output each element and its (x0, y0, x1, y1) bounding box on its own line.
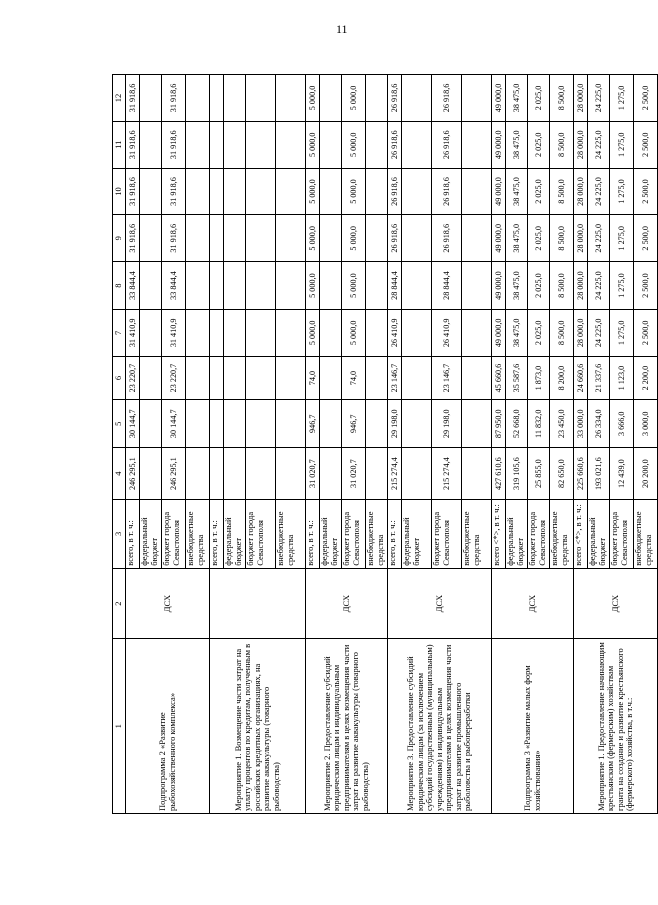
table-row (306, 75, 320, 814)
amount-cell (402, 121, 432, 168)
funding-source-cell: всего, в т. ч.: (210, 500, 224, 569)
amount-cell: 49 000,0 (492, 168, 506, 215)
amount-cell: 49 000,0 (492, 309, 506, 356)
amount-cell: 427 610,6 (492, 448, 506, 500)
amount-cell (462, 215, 492, 262)
amount-cell (366, 262, 388, 310)
amount-cell (140, 356, 162, 400)
funding-source-cell: федеральный бюджет (588, 500, 610, 569)
amount-cell (402, 400, 432, 448)
amount-cell: 2 025,0 (528, 309, 550, 356)
amount-cell: 82 650,0 (550, 448, 574, 500)
amount-cell: 3 666,0 (610, 400, 634, 448)
amount-cell: 3 000,0 (634, 400, 658, 448)
amount-cell (462, 356, 492, 400)
table-row (210, 75, 224, 814)
amount-cell: 49 000,0 (492, 121, 506, 168)
amount-cell: 28 844,4 (432, 262, 462, 310)
amount-cell (462, 121, 492, 168)
amount-cell: 24 225,0 (588, 309, 610, 356)
amount-cell (320, 215, 342, 262)
amount-cell (402, 75, 432, 122)
amount-cell: 23 450,0 (550, 400, 574, 448)
amount-cell (186, 168, 210, 215)
amount-cell: 24 225,0 (588, 262, 610, 310)
amount-cell: 28 000,0 (574, 168, 588, 215)
funding-source-cell: внебюджетные средства (634, 500, 658, 569)
page-number: 11 (336, 22, 348, 36)
amount-cell (276, 309, 306, 356)
amount-cell: 26 918,6 (432, 168, 462, 215)
budget-table (112, 74, 658, 814)
amount-cell: 5 000,0 (306, 309, 320, 356)
executor-cell: ДСХ (574, 568, 658, 639)
amount-cell: 5 000,0 (306, 168, 320, 215)
amount-cell: 30 144,7 (126, 400, 140, 448)
amount-cell: 26 918,6 (432, 121, 462, 168)
amount-cell: 38 475,0 (506, 121, 528, 168)
funding-source-cell: федеральный бюджет (402, 500, 432, 569)
amount-cell (210, 400, 224, 448)
amount-cell: 5 000,0 (306, 215, 320, 262)
amount-cell: 2 025,0 (528, 75, 550, 122)
amount-cell: 8 500,0 (550, 121, 574, 168)
amount-cell (402, 215, 432, 262)
amount-cell (140, 168, 162, 215)
amount-cell (224, 356, 246, 400)
funding-source-cell: внебюджетные средства (462, 500, 492, 569)
amount-cell: 28 000,0 (574, 121, 588, 168)
amount-cell (276, 448, 306, 500)
amount-cell: 23 146,7 (388, 356, 402, 400)
amount-cell: 1 123,0 (610, 356, 634, 400)
program-name-cell: Мероприятие 1. Предоставление начинающим крестьянским (фермерским) хозяйствам гранта на создание и развитие крестьянского (фермерского) хозяйства, в т.ч.: (574, 639, 658, 814)
executor-cell: ДСХ (306, 568, 388, 639)
amount-cell (140, 262, 162, 310)
amount-cell (246, 262, 276, 310)
amount-cell: 38 475,0 (506, 262, 528, 310)
amount-cell (320, 75, 342, 122)
header-cell: 5 (113, 400, 126, 448)
amount-cell: 2 500,0 (634, 309, 658, 356)
amount-cell: 5 000,0 (306, 262, 320, 310)
amount-cell (320, 309, 342, 356)
amount-cell (402, 448, 432, 500)
amount-cell: 946,7 (342, 400, 366, 448)
amount-cell (140, 309, 162, 356)
amount-cell: 38 475,0 (506, 75, 528, 122)
amount-cell: 31 410,9 (162, 309, 186, 356)
amount-cell: 38 475,0 (506, 309, 528, 356)
amount-cell (246, 121, 276, 168)
header-cell: 3 (113, 500, 126, 569)
amount-cell: 24 225,0 (588, 121, 610, 168)
funding-source-cell: всего, в т. ч.: (306, 500, 320, 569)
amount-cell (224, 121, 246, 168)
amount-cell: 215 274,4 (432, 448, 462, 500)
amount-cell: 28 000,0 (574, 309, 588, 356)
amount-cell (276, 75, 306, 122)
amount-cell (276, 168, 306, 215)
amount-cell: 21 337,6 (588, 356, 610, 400)
amount-cell: 31 918,6 (162, 168, 186, 215)
amount-cell: 26 334,0 (588, 400, 610, 448)
amount-cell (210, 121, 224, 168)
program-name-cell: Мероприятие 3. Предоставление субсидий юридическим лицам (за исключением субсидий государственным (муниципальным) учреждениям) и индивидуальным предпринимателям в целях возмещения части затрат на развитие промышленного рыболовства и рыбопереработки (388, 639, 492, 814)
header-row (113, 75, 126, 814)
amount-cell (402, 168, 432, 215)
amount-cell: 23 220,7 (162, 356, 186, 400)
amount-cell (210, 448, 224, 500)
amount-cell: 246 295,1 (162, 448, 186, 500)
amount-cell: 5 000,0 (342, 75, 366, 122)
amount-cell: 26 918,6 (432, 215, 462, 262)
header-cell: 10 (113, 168, 126, 215)
header-cell: 9 (113, 215, 126, 262)
amount-cell (186, 448, 210, 500)
amount-cell: 8 500,0 (550, 262, 574, 310)
amount-cell: 49 000,0 (492, 215, 506, 262)
header-cell: 7 (113, 309, 126, 356)
amount-cell: 33 844,4 (162, 262, 186, 310)
amount-cell: 23 220,7 (126, 356, 140, 400)
funding-source-cell: федеральный бюджет (140, 500, 162, 569)
amount-cell: 31 020,7 (306, 448, 320, 500)
amount-cell: 28 000,0 (574, 262, 588, 310)
amount-cell (224, 215, 246, 262)
amount-cell (186, 309, 210, 356)
amount-cell (210, 262, 224, 310)
amount-cell: 31 918,6 (126, 168, 140, 215)
amount-cell: 12 439,0 (610, 448, 634, 500)
header-cell: 1 (113, 639, 126, 814)
funding-source-cell: бюджет города Севастополя (246, 500, 276, 569)
amount-cell: 26 918,6 (388, 121, 402, 168)
amount-cell: 1 275,0 (610, 75, 634, 122)
amount-cell: 31 020,7 (342, 448, 366, 500)
amount-cell: 23 146,7 (432, 356, 462, 400)
amount-cell (366, 400, 388, 448)
amount-cell: 8 500,0 (550, 75, 574, 122)
amount-cell (462, 448, 492, 500)
funding-source-cell: федеральный бюджет (506, 500, 528, 569)
amount-cell: 225 660,6 (574, 448, 588, 500)
amount-cell (224, 262, 246, 310)
amount-cell (462, 400, 492, 448)
amount-cell (276, 262, 306, 310)
amount-cell: 74,0 (342, 356, 366, 400)
header-cell: 2 (113, 568, 126, 639)
header-cell: 8 (113, 262, 126, 310)
amount-cell: 2 025,0 (528, 215, 550, 262)
amount-cell: 25 855,0 (528, 448, 550, 500)
amount-cell (246, 168, 276, 215)
header-cell: 6 (113, 356, 126, 400)
header-cell: 11 (113, 121, 126, 168)
funding-source-cell: внебюджетные средства (366, 500, 388, 569)
table-row (388, 75, 402, 814)
amount-cell: 193 021,6 (588, 448, 610, 500)
amount-cell: 2 500,0 (634, 75, 658, 122)
amount-cell (246, 75, 276, 122)
amount-cell: 31 918,6 (162, 215, 186, 262)
amount-cell (462, 75, 492, 122)
amount-cell: 45 660,6 (492, 356, 506, 400)
amount-cell (186, 215, 210, 262)
amount-cell: 52 668,0 (506, 400, 528, 448)
amount-cell: 26 918,6 (432, 75, 462, 122)
amount-cell: 8 500,0 (550, 309, 574, 356)
amount-cell: 31 918,6 (162, 75, 186, 122)
program-name-cell: Мероприятие 2. Предоставление субсидий юридическим лицам и индивидуальным предпринимателям в целях возмещения части затрат на развитие аквакультуры (товарного рыбоводства) (306, 639, 388, 814)
amount-cell (246, 309, 276, 356)
amount-cell: 74,0 (306, 356, 320, 400)
amount-cell (246, 400, 276, 448)
amount-cell: 1 275,0 (610, 168, 634, 215)
amount-cell (210, 75, 224, 122)
amount-cell: 2 025,0 (528, 262, 550, 310)
amount-cell (186, 356, 210, 400)
amount-cell (224, 309, 246, 356)
funding-source-cell: всего, в т. ч.: (388, 500, 402, 569)
amount-cell: 2 500,0 (634, 215, 658, 262)
amount-cell (366, 168, 388, 215)
amount-cell: 28 844,4 (388, 262, 402, 310)
amount-cell: 26 918,6 (388, 215, 402, 262)
amount-cell: 246 295,1 (126, 448, 140, 500)
amount-cell: 87 950,0 (492, 400, 506, 448)
amount-cell (366, 121, 388, 168)
amount-cell (320, 448, 342, 500)
amount-cell: 38 475,0 (506, 168, 528, 215)
amount-cell (186, 75, 210, 122)
program-name-cell: Подпрограмма 3 «Развитие малых форм хозяйствования» (492, 639, 574, 814)
executor-cell (210, 568, 306, 639)
executor-cell: ДСХ (388, 568, 492, 639)
amount-cell: 215 274,4 (388, 448, 402, 500)
amount-cell: 26 918,6 (388, 168, 402, 215)
amount-cell: 31 918,6 (162, 121, 186, 168)
amount-cell: 5 000,0 (342, 168, 366, 215)
funding-source-cell: федеральный бюджет (224, 500, 246, 569)
header-cell: 12 (113, 75, 126, 122)
amount-cell: 31 918,6 (126, 121, 140, 168)
amount-cell: 8 500,0 (550, 215, 574, 262)
amount-cell: 20 200,0 (634, 448, 658, 500)
amount-cell (366, 215, 388, 262)
amount-cell (402, 356, 432, 400)
amount-cell (366, 75, 388, 122)
amount-cell: 2 500,0 (634, 168, 658, 215)
amount-cell: 26 410,9 (388, 309, 402, 356)
amount-cell: 31 410,9 (126, 309, 140, 356)
amount-cell: 1 873,0 (528, 356, 550, 400)
amount-cell: 35 587,6 (506, 356, 528, 400)
amount-cell (276, 356, 306, 400)
amount-cell (224, 168, 246, 215)
amount-cell: 28 000,0 (574, 75, 588, 122)
amount-cell (224, 400, 246, 448)
amount-cell (366, 448, 388, 500)
amount-cell (402, 309, 432, 356)
amount-cell (320, 400, 342, 448)
funding-source-cell: внебюджетные средства (186, 500, 210, 569)
header-cell: 4 (113, 448, 126, 500)
amount-cell: 5 000,0 (306, 121, 320, 168)
program-name-cell: Мероприятие 1. Возмещение части затрат на уплату процентов по кредитам, полученным в российских кредитных организациях, на развитие аквакультуры (товарного рыбоводства) (210, 639, 306, 814)
amount-cell (246, 215, 276, 262)
amount-cell (402, 262, 432, 310)
amount-cell (140, 121, 162, 168)
funding-source-cell: всего <*>, в т. ч.: (574, 500, 588, 569)
amount-cell: 2 200,0 (634, 356, 658, 400)
amount-cell: 31 918,6 (126, 75, 140, 122)
amount-cell (462, 168, 492, 215)
amount-cell (462, 309, 492, 356)
amount-cell (276, 121, 306, 168)
amount-cell: 28 000,0 (574, 215, 588, 262)
amount-cell: 26 410,9 (432, 309, 462, 356)
funding-source-cell: бюджет города Севастополя (162, 500, 186, 569)
amount-cell: 8 500,0 (550, 168, 574, 215)
funding-source-cell: всего <*>, в т. ч.: (492, 500, 506, 569)
executor-cell: ДСХ (492, 568, 574, 639)
amount-cell (210, 215, 224, 262)
amount-cell (320, 262, 342, 310)
amount-cell: 1 275,0 (610, 309, 634, 356)
amount-cell: 2 025,0 (528, 168, 550, 215)
amount-cell (366, 309, 388, 356)
table-row (574, 75, 588, 814)
amount-cell: 33 844,4 (126, 262, 140, 310)
amount-cell (366, 356, 388, 400)
amount-cell (186, 121, 210, 168)
amount-cell (320, 121, 342, 168)
amount-cell: 2 025,0 (528, 121, 550, 168)
amount-cell: 5 000,0 (342, 262, 366, 310)
amount-cell (246, 448, 276, 500)
funding-source-cell: бюджет города Севастополя (342, 500, 366, 569)
amount-cell: 49 000,0 (492, 75, 506, 122)
amount-cell: 2 500,0 (634, 262, 658, 310)
amount-cell (320, 356, 342, 400)
amount-cell: 5 000,0 (306, 75, 320, 122)
amount-cell (462, 262, 492, 310)
amount-cell: 5 000,0 (342, 121, 366, 168)
amount-cell: 26 918,6 (388, 75, 402, 122)
amount-cell (140, 448, 162, 500)
amount-cell: 24 660,6 (574, 356, 588, 400)
table-row (492, 75, 506, 814)
amount-cell: 5 000,0 (342, 309, 366, 356)
amount-cell: 1 275,0 (610, 215, 634, 262)
funding-source-cell: внебюджетные средства (276, 500, 306, 569)
amount-cell: 33 000,0 (574, 400, 588, 448)
funding-source-cell: бюджет города Севастополя (610, 500, 634, 569)
amount-cell: 11 832,0 (528, 400, 550, 448)
amount-cell: 24 225,0 (588, 168, 610, 215)
funding-source-cell: бюджет города Севастополя (528, 500, 550, 569)
amount-cell (210, 309, 224, 356)
amount-cell (224, 75, 246, 122)
funding-source-cell: федеральный бюджет (320, 500, 342, 569)
amount-cell: 29 198,0 (432, 400, 462, 448)
funding-source-cell: внебюджетные средства (550, 500, 574, 569)
amount-cell (276, 215, 306, 262)
amount-cell (140, 400, 162, 448)
amount-cell: 24 225,0 (588, 75, 610, 122)
amount-cell (186, 262, 210, 310)
amount-cell: 1 275,0 (610, 262, 634, 310)
amount-cell (140, 215, 162, 262)
amount-cell (210, 168, 224, 215)
amount-cell: 30 144,7 (162, 400, 186, 448)
rotated-table-container (112, 74, 653, 814)
amount-cell (186, 400, 210, 448)
amount-cell: 24 225,0 (588, 215, 610, 262)
amount-cell (210, 356, 224, 400)
amount-cell (246, 356, 276, 400)
executor-cell: ДСХ (126, 568, 210, 639)
table-row (126, 75, 140, 814)
amount-cell: 1 275,0 (610, 121, 634, 168)
amount-cell (224, 448, 246, 500)
amount-cell: 8 200,0 (550, 356, 574, 400)
amount-cell (276, 400, 306, 448)
amount-cell: 31 918,6 (126, 215, 140, 262)
amount-cell: 5 000,0 (342, 215, 366, 262)
funding-source-cell: бюджет города Севастополя (432, 500, 462, 569)
amount-cell: 38 475,0 (506, 215, 528, 262)
amount-cell (140, 75, 162, 122)
amount-cell: 29 198,0 (388, 400, 402, 448)
amount-cell (320, 168, 342, 215)
program-name-cell: Подпрограмма 2 «Развитие рыбохозяйственного комплекса» (126, 639, 210, 814)
amount-cell: 49 000,0 (492, 262, 506, 310)
amount-cell: 319 105,6 (506, 448, 528, 500)
funding-source-cell: всего, в т. ч.: (126, 500, 140, 569)
amount-cell: 2 500,0 (634, 121, 658, 168)
amount-cell: 946,7 (306, 400, 320, 448)
